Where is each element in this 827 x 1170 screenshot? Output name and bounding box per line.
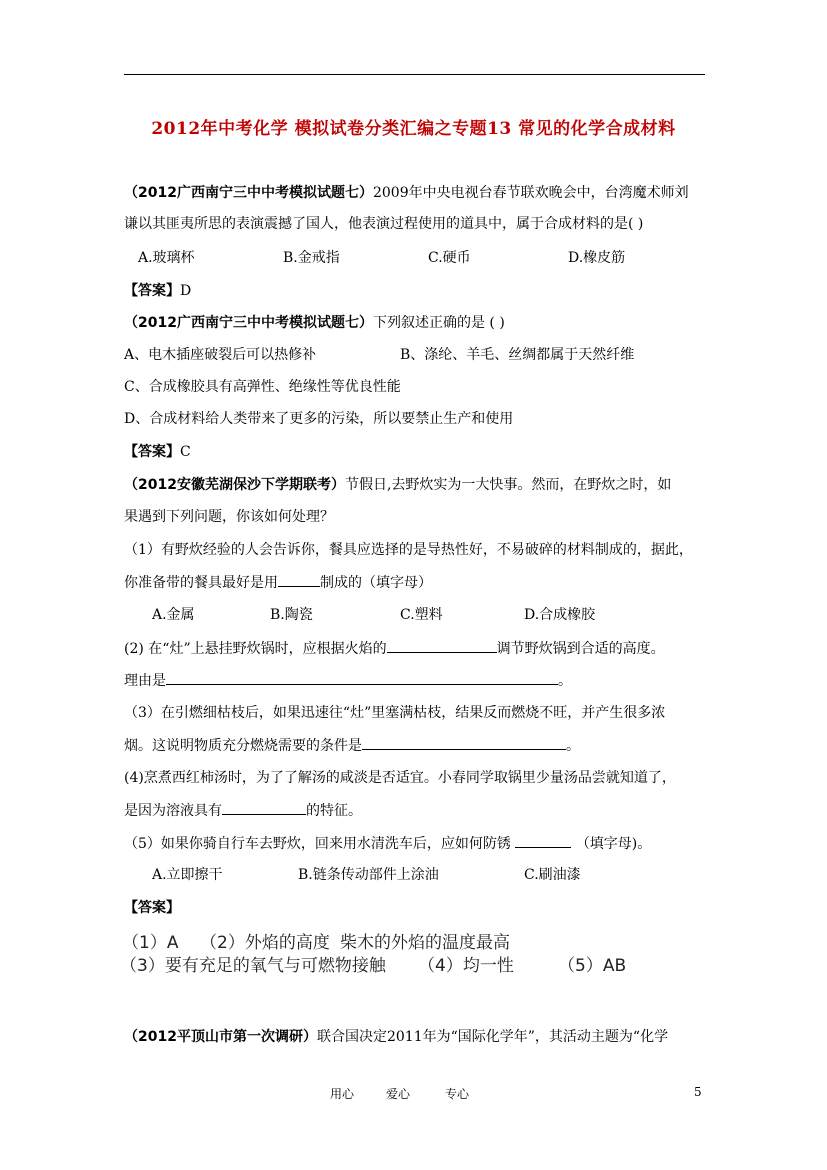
- part-4-line-1: (4)烹煮西红柿汤时，为了了解汤的咸淡是否适宜。小春同学取锅里少量汤品尝就知道了，: [124, 770, 676, 786]
- question-1-answer: [124, 281, 191, 301]
- part-3-text: 烟。这说明物质充分燃烧需要的条件是: [124, 738, 362, 754]
- part-1-line-2: [124, 572, 432, 593]
- question-1-line-2: 谦以其匪夷所思的表演震撼了国人，他表演过程使用的道具中，属于合成材料的是( ): [124, 216, 644, 232]
- page-number: 5: [694, 1085, 702, 1099]
- answer-blank: [515, 833, 571, 848]
- answer-image-part-5: （5）AB: [558, 956, 627, 976]
- answer-image-part-3: （3）要有充足的氧气与可燃物接触: [120, 956, 386, 976]
- part-2-line-2: [124, 670, 572, 691]
- answer-blank: [222, 800, 306, 815]
- part-4-text-end: 的特征。: [306, 803, 362, 819]
- part-2-line-1: [124, 638, 665, 659]
- question-1-line-1: [124, 183, 689, 203]
- part-2-text: (2) 在“灶”上悬挂野炊锅时，应根据火焰的: [124, 641, 387, 657]
- question-4-source: （2012平顶山市第一次调研）: [124, 1029, 317, 1045]
- answer-image-part-2: （2）外焰的高度: [200, 933, 330, 953]
- answer-label: 【答案】: [124, 444, 180, 460]
- part-5-option-a: A.立即擦干: [152, 867, 223, 883]
- question-4-line-1: [124, 1027, 668, 1047]
- question-1-option-c: C.硬币: [428, 250, 471, 266]
- question-3-intro: 节假日,去野炊实为一大快事。然而，在野炊之时，如: [344, 477, 672, 493]
- question-2-option-a: A、电木插座破裂后可以热修补: [124, 347, 317, 363]
- part-3-text-end: 。: [566, 738, 580, 754]
- footer-item-1: 用心: [330, 1087, 355, 1101]
- part-1-text-end: 制成的（填字母）: [320, 575, 432, 591]
- question-3-line-1: [124, 475, 671, 495]
- part-2-reason-end: 。: [558, 673, 572, 689]
- footer-item-3: 专心: [445, 1087, 470, 1101]
- answer-blank: [387, 638, 497, 653]
- answer-blank: [362, 735, 566, 750]
- part-3-line-1: （3）在引燃细枯枝后，如果迅速往“灶”里塞满枯枝，结果反而燃烧不旺，并产生很多浓: [124, 705, 666, 721]
- part-4-text: 是因为溶液具有: [124, 803, 222, 819]
- question-1-option-a: A.玻璃杯: [138, 250, 195, 266]
- question-2-option-d: D、合成材料给人类带来了更多的污染，所以要禁止生产和使用: [124, 411, 514, 427]
- part-1-line-1: （1）有野炊经验的人会告诉你，餐具应选择的是导热性好，不易破碎的材料制成的，据此，: [124, 542, 693, 558]
- page-title: 2012年中考化学 模拟试卷分类汇编之专题13 常见的化学合成材料: [151, 119, 676, 139]
- answer-image-part-2-reason: 柴木的外焰的温度最高: [340, 933, 510, 953]
- part-3-line-2: [124, 735, 580, 756]
- part-1-option-a: A.金属: [152, 607, 195, 623]
- footer-item-2: 爱心: [386, 1087, 411, 1101]
- question-3-source: （2012安徽芜湖保沙下学期联考）: [124, 477, 345, 493]
- question-2-option-b: B、涤纶、羊毛、丝绸都属于天然纤维: [400, 347, 635, 363]
- part-5-text: （5）如果你骑自行车去野炊，回来用水清洗车后，应如何防锈: [124, 836, 511, 852]
- part-5-text-end: （填字母)。: [575, 836, 652, 852]
- question-1-source: （2012广西南宁三中中考模拟试题七）: [124, 185, 373, 201]
- question-4-text: 联合国决定2011年为“国际化学年”，其活动主题为“化学: [316, 1029, 669, 1045]
- part-1-option-c: C.塑料: [400, 607, 443, 623]
- answer-label: 【答案】: [124, 283, 180, 299]
- part-5-line-1: [124, 833, 651, 854]
- question-3-line-2: 果遇到下列问题，你该如何处理？: [124, 509, 334, 525]
- part-1-option-d: D.合成橡胶: [524, 607, 596, 623]
- question-1-text: 2009年中央电视台春节联欢晚会中，台湾魔术师刘: [372, 185, 689, 201]
- question-2-text: 下列叙述正确的是 ( ): [372, 315, 505, 331]
- answer-label: 【答案】: [124, 900, 180, 916]
- question-3-answer-label: [124, 898, 180, 918]
- part-1-text: 你准备带的餐具最好是用: [124, 575, 278, 591]
- question-2-answer: [124, 442, 191, 462]
- question-2-option-c: C、合成橡胶具有高弹性、绝缘性等优良性能: [124, 379, 401, 395]
- question-2-line-1: [124, 313, 505, 333]
- answer-image-part-1: （1）A: [122, 933, 179, 953]
- question-1-option-d: D.橡皮筋: [568, 250, 626, 266]
- part-2-text-end: 调节野炊锅到合适的高度。: [496, 641, 665, 657]
- part-2-reason-label: 理由是: [124, 673, 166, 689]
- part-1-option-b: B.陶瓷: [270, 607, 313, 623]
- question-1-option-b: B.金戒指: [283, 250, 340, 266]
- answer-blank: [278, 572, 320, 587]
- answer-value: D: [180, 283, 192, 299]
- answer-blank: [166, 670, 558, 685]
- part-5-option-c: C.刷油漆: [524, 867, 581, 883]
- answer-image-part-4: （4）均一性: [418, 956, 514, 976]
- part-4-line-2: [124, 800, 362, 821]
- question-2-source: （2012广西南宁三中中考模拟试题七）: [124, 315, 373, 331]
- answer-value: C: [180, 444, 191, 460]
- part-5-option-b: B.链条传动部件上涂油: [298, 867, 439, 883]
- header-rule: [124, 74, 705, 75]
